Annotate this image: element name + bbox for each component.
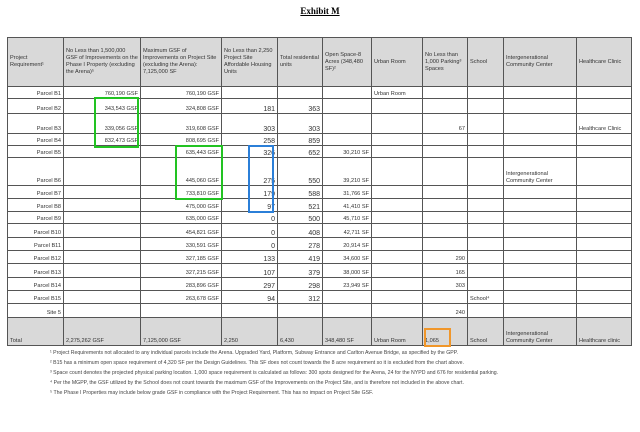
table-cell [372,224,423,238]
column-header: Project Requirement¹ [8,38,64,87]
table-cell: 42,711 SF [323,224,372,238]
total-cell: 1,065 [423,318,468,346]
table-row [8,291,632,304]
table-cell: 20,914 SF [323,238,372,251]
table-cell: 303 [423,278,468,291]
table-cell [504,251,577,264]
table-cell: 290 [423,251,468,264]
table-cell [577,238,632,251]
total-cell: 7,125,000 GSF [141,318,222,346]
table-cell: Intergenerational Community Center [504,158,577,186]
table-cell [372,264,423,278]
table-cell [372,99,423,114]
table-cell [504,304,577,318]
table-cell [504,264,577,278]
table-cell: 258 [222,134,278,146]
table-cell [64,264,141,278]
table-cell [372,114,423,134]
table-cell [423,134,468,146]
table-cell: 94 [222,291,278,304]
table-cell [423,87,468,99]
total-cell: 348,480 SF [323,318,372,346]
table-cell [64,238,141,251]
table-cell: 297 [222,278,278,291]
table-cell: 133 [222,251,278,264]
table-cell [323,291,372,304]
table-cell [372,278,423,291]
table-cell: 550 [278,158,323,186]
table-row [8,87,632,99]
table-cell: 278 [278,238,323,251]
table-cell [577,291,632,304]
table-cell [504,146,577,158]
column-header: Intergenerational Community Center [504,38,577,87]
table-cell: 339,056 GSF [64,114,141,134]
table-cell [577,199,632,212]
table-cell: 319,608 GSF [141,114,222,134]
table-cell [577,158,632,186]
table-cell [323,87,372,99]
table-cell: 733,810 GSF [141,186,222,199]
table-cell [468,158,504,186]
table-row [8,158,632,186]
table-cell: 312 [278,291,323,304]
table-cell: Healthcare Clinic [577,114,632,134]
table-cell [278,87,323,99]
table-cell: 859 [278,134,323,146]
table-cell [372,146,423,158]
table-cell [372,186,423,199]
table-cell [64,212,141,224]
table-cell: 521 [278,199,323,212]
table-cell: Parcel B5 [8,146,64,158]
table-cell: 263,678 GSF [141,291,222,304]
table-cell: 324,808 GSF [141,99,222,114]
table-cell [423,146,468,158]
table-cell [423,158,468,186]
table-cell [577,304,632,318]
table-cell: 240 [423,304,468,318]
table-cell: Parcel B14 [8,278,64,291]
table-cell: Parcel B3 [8,114,64,134]
table-row [8,304,632,318]
table-cell: 327,215 GSF [141,264,222,278]
table-cell: 635,000 GSF [141,212,222,224]
table-cell [423,99,468,114]
table-cell: 41,410 SF [323,199,372,212]
table-cell [468,264,504,278]
total-cell: 2,250 [222,318,278,346]
table-row [8,278,632,291]
table-cell [504,99,577,114]
table-cell [372,134,423,146]
table-cell [423,224,468,238]
table-row [8,251,632,264]
table-cell: Parcel B4 [8,134,64,146]
table-cell: 31,766 SF [323,186,372,199]
table-cell [64,291,141,304]
table-cell: 303 [278,114,323,134]
table-cell [577,251,632,264]
table-cell: Parcel B2 [8,99,64,114]
table-cell [323,304,372,318]
table-cell: 500 [278,212,323,224]
table-cell: 808,695 GSF [141,134,222,146]
table-cell [372,251,423,264]
column-header: Maximum GSF of Improvements on Project Site (excluding the Arena): 7,125,000 SF [141,38,222,87]
table-cell [423,186,468,199]
table-cell [504,291,577,304]
column-header: Total residential units [278,38,323,87]
table-cell: 179 [222,186,278,199]
table-cell: 38,000 SF [323,264,372,278]
table-cell: Parcel B12 [8,251,64,264]
footnotes [50,350,640,400]
total-cell: 2,275,262 GSF [64,318,141,346]
header-row [8,38,632,87]
column-header: Healthcare Clinic [577,38,632,87]
table-cell: 454,821 GSF [141,224,222,238]
table-cell: 379 [278,264,323,278]
table-row [8,212,632,224]
table-cell [577,224,632,238]
table-cell: School⁴ [468,291,504,304]
exhibit-title: Exhibit M [300,6,340,16]
table-cell: 475,000 GSF [141,199,222,212]
table-cell: Urban Room [372,87,423,99]
table-row [8,224,632,238]
table-row [8,186,632,199]
table-cell [468,238,504,251]
table-cell [222,87,278,99]
total-row [8,318,632,346]
table-cell [64,251,141,264]
column-header: No Less than 1,000 Parking³ Spaces [423,38,468,87]
table-cell [323,134,372,146]
table-cell: 419 [278,251,323,264]
table-cell [141,304,222,318]
footnote: ⁴ Per the MGPP, the GSF utilized by the School does not count towards the maximum GSF of the Improvements on the Project Site, and is therefore not included in the above chart. [50,380,464,386]
table-cell: Parcel B6 [8,158,64,186]
table-cell [468,304,504,318]
table-cell: 303 [222,114,278,134]
table-cell [372,238,423,251]
table-cell: 363 [278,99,323,114]
column-header: No Less than 1,500,000 GSF of Improvements on the Phase I Property (excluding the Arena)⁵ [64,38,141,87]
table-cell: Parcel B7 [8,186,64,199]
table-cell: 326 [222,146,278,158]
table-cell [64,224,141,238]
table-cell: 67 [423,114,468,134]
table-cell [468,186,504,199]
column-header: No Less than 2,250 Project Site Affordable Housing Units [222,38,278,87]
table-row [8,114,632,134]
total-cell: 6,430 [278,318,323,346]
table-cell [64,158,141,186]
table-cell [423,238,468,251]
table-cell: 34,600 SF [323,251,372,264]
table-cell [504,224,577,238]
table-cell: 635,443 GSF [141,146,222,158]
project-requirements-table [7,37,632,346]
table-cell [468,146,504,158]
table-cell: 408 [278,224,323,238]
table-cell [468,134,504,146]
table-cell: Site 5 [8,304,64,318]
table-cell [504,87,577,99]
table-cell [468,224,504,238]
table-cell [468,251,504,264]
table-cell [468,99,504,114]
table-row [8,146,632,158]
table-cell [504,278,577,291]
table-cell [64,186,141,199]
column-header: Open Space-8 Acres (348,480 SF)² [323,38,372,87]
table-cell [577,186,632,199]
column-header: Urban Room [372,38,423,87]
table-cell [504,114,577,134]
table-cell: 327,185 GSF [141,251,222,264]
table-cell: 652 [278,146,323,158]
table-cell [423,291,468,304]
table-cell [577,212,632,224]
table-cell: 298 [278,278,323,291]
table-cell [504,238,577,251]
table-cell [504,199,577,212]
table-cell [372,199,423,212]
table-cell [372,291,423,304]
table-cell: Parcel B11 [8,238,64,251]
table-cell [468,87,504,99]
footnote: ⁵ The Phase I Properties may include below grade GSF in compliance with the Project Requirement. This has no impact on Project Site GSF. [50,390,374,396]
table-cell [278,304,323,318]
table-cell [468,199,504,212]
table-cell [423,199,468,212]
table-cell [372,158,423,186]
table-cell [577,134,632,146]
table-cell [423,212,468,224]
table-cell [577,278,632,291]
table-cell: 0 [222,238,278,251]
total-cell: School [468,318,504,346]
table-cell: Parcel B9 [8,212,64,224]
table-cell: 165 [423,264,468,278]
table-cell [504,134,577,146]
table-cell: 760,190 GSF [64,87,141,99]
table-cell: 39,210 SF [323,158,372,186]
table-cell: 588 [278,186,323,199]
column-header: School [468,38,504,87]
table-cell: Parcel B15 [8,291,64,304]
table-row [8,199,632,212]
table-cell: 445,060 GSF [141,158,222,186]
total-cell: Total [8,318,64,346]
table-cell: 30,210 SF [323,146,372,158]
table-row [8,238,632,251]
table-cell: 0 [222,224,278,238]
table-cell: 45,710 SF [323,212,372,224]
total-cell: Urban Room [372,318,423,346]
table-cell [468,278,504,291]
table-cell [504,212,577,224]
table-cell: 283,896 GSF [141,278,222,291]
table-cell: 760,190 GSF [141,87,222,99]
table-cell [64,199,141,212]
table-row [8,99,632,114]
table-cell [372,304,423,318]
table-cell [64,278,141,291]
table-cell: 181 [222,99,278,114]
table-cell [323,99,372,114]
table-cell [64,146,141,158]
footnote: ³ Space count denotes the projected physical parking location. 1,000 space requirement is calculated as follows: 300 spots designed for the Arena, 24 for the NYPD and 676 for residential parking. [50,370,499,376]
total-cell: Intergenerational Community Center [504,318,577,346]
table-cell: Parcel B13 [8,264,64,278]
table-cell: 343,543 GSF [64,99,141,114]
table-cell [577,146,632,158]
footnote: ¹ Project Requirements not allocated to any individual parcels include the Arena. Upgraded Yard, Platform, Subway Entrance and Carlton Avenue Bridge, as specified by the GPP. [50,350,458,356]
table-cell: Parcel B8 [8,199,64,212]
table-cell [222,304,278,318]
table-cell [577,99,632,114]
table-cell: 275 [222,158,278,186]
table-cell: 330,591 GSF [141,238,222,251]
footnote: ² B15 has a minimum open space requirement of 4,320 SF per the Design Guidelines. This SF does not count towards the 8 acre requirement so it is excluded from the chart above. [50,360,464,366]
table-row [8,264,632,278]
table-cell [468,114,504,134]
table-row [8,134,632,146]
table-cell: 97 [222,199,278,212]
table-cell [372,212,423,224]
table-cell: 107 [222,264,278,278]
table-cell: Parcel B10 [8,224,64,238]
table-cell [577,264,632,278]
table-cell: Parcel B1 [8,87,64,99]
total-cell: Healthcare clinic [577,318,632,346]
table-cell [64,304,141,318]
table-cell: 23,949 SF [323,278,372,291]
table-cell [577,87,632,99]
table-cell [323,114,372,134]
table-cell: 832,473 GSF [64,134,141,146]
table-cell [504,186,577,199]
table-cell: 0 [222,212,278,224]
table-cell [468,212,504,224]
